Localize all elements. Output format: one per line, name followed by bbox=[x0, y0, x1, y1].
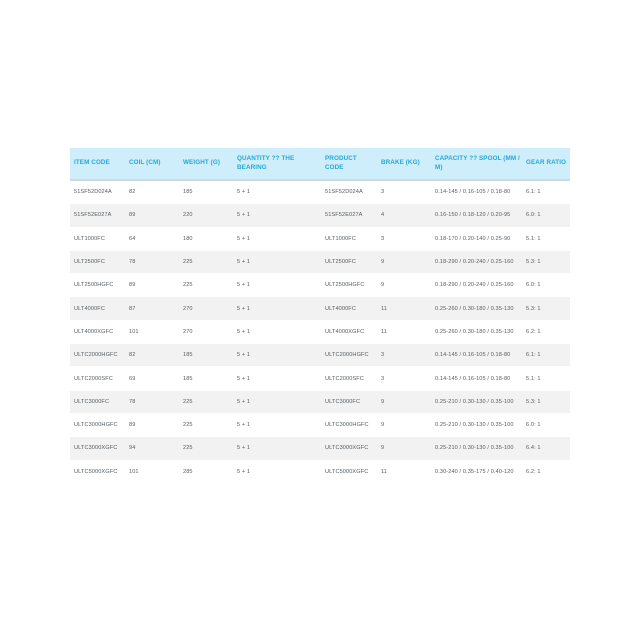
cell-product-code: ULT2500HGFC bbox=[321, 274, 377, 297]
cell-product-code: ULTC5000XGFC bbox=[321, 460, 377, 483]
cell-item-code: ULTC5000XGFC bbox=[70, 460, 125, 483]
cell-brake: 11 bbox=[377, 320, 431, 343]
cell-brake: 9 bbox=[377, 250, 431, 273]
cell-weight: 225 bbox=[179, 437, 233, 460]
cell-gear-ratio: 6.0: 1 bbox=[522, 204, 570, 227]
table-row bbox=[70, 390, 570, 413]
cell-bearing-quantity: 5 + 1 bbox=[233, 180, 321, 204]
cell-product-code: ULTC3000XGFC bbox=[321, 437, 377, 460]
cell-bearing-quantity: 5 + 1 bbox=[233, 437, 321, 460]
cell-coil: 82 bbox=[125, 344, 179, 367]
cell-weight: 285 bbox=[179, 460, 233, 483]
cell-spool-capacity: 0.18-290 / 0.20-240 / 0.25-160 bbox=[431, 250, 522, 273]
cell-weight: 270 bbox=[179, 320, 233, 343]
cell-product-code: ULTC3000HGFC bbox=[321, 413, 377, 436]
cell-brake: 3 bbox=[377, 180, 431, 204]
cell-item-code: 51SF52E027A bbox=[70, 204, 125, 227]
cell-product-code: ULT4000FC bbox=[321, 297, 377, 320]
cell-weight: 180 bbox=[179, 227, 233, 250]
cell-spool-capacity: 0.25-260 / 0.30-180 / 0.35-130 bbox=[431, 297, 522, 320]
cell-spool-capacity: 0.25-210 / 0.30-130 / 0.35-100 bbox=[431, 413, 522, 436]
cell-gear-ratio: 6.0: 1 bbox=[522, 413, 570, 436]
cell-gear-ratio: 5.3: 1 bbox=[522, 250, 570, 273]
cell-gear-ratio: 6.2: 1 bbox=[522, 460, 570, 483]
cell-brake: 4 bbox=[377, 204, 431, 227]
cell-product-code: 51SF52D024A bbox=[321, 180, 377, 204]
header-row bbox=[70, 148, 570, 180]
cell-weight: 185 bbox=[179, 344, 233, 367]
cell-spool-capacity: 0.25-210 / 0.30-130 / 0.35-100 bbox=[431, 437, 522, 460]
cell-coil: 89 bbox=[125, 413, 179, 436]
cell-spool-capacity: 0.18-290 / 0.20-240 / 0.25-160 bbox=[431, 274, 522, 297]
cell-gear-ratio: 5.1: 1 bbox=[522, 227, 570, 250]
cell-bearing-quantity: 5 + 1 bbox=[233, 413, 321, 436]
cell-spool-capacity: 0.25-260 / 0.30-180 / 0.35-130 bbox=[431, 320, 522, 343]
header-coil: COIL (CM) bbox=[125, 148, 179, 180]
cell-item-code: ULTC2000SFC bbox=[70, 367, 125, 390]
cell-brake: 11 bbox=[377, 460, 431, 483]
cell-bearing-quantity: 5 + 1 bbox=[233, 274, 321, 297]
header-product-code: PRODUCT CODE bbox=[321, 148, 377, 180]
cell-item-code: ULT4000XGFC bbox=[70, 320, 125, 343]
cell-item-code: ULT1000FC bbox=[70, 227, 125, 250]
cell-bearing-quantity: 5 + 1 bbox=[233, 250, 321, 273]
cell-spool-capacity: 0.18-170 / 0.20-140 / 0.25-90 bbox=[431, 227, 522, 250]
cell-coil: 101 bbox=[125, 320, 179, 343]
table-row bbox=[70, 413, 570, 436]
table-row bbox=[70, 297, 570, 320]
cell-item-code: ULT2500FC bbox=[70, 250, 125, 273]
cell-weight: 225 bbox=[179, 413, 233, 436]
cell-coil: 82 bbox=[125, 180, 179, 204]
cell-spool-capacity: 0.25-210 / 0.30-130 / 0.35-100 bbox=[431, 390, 522, 413]
cell-brake: 3 bbox=[377, 344, 431, 367]
cell-weight: 225 bbox=[179, 250, 233, 273]
header-gear-ratio: GEAR RATIO bbox=[522, 148, 570, 180]
cell-brake: 9 bbox=[377, 437, 431, 460]
cell-weight: 225 bbox=[179, 274, 233, 297]
cell-item-code: 51SF52D024A bbox=[70, 180, 125, 204]
cell-product-code: ULTC3000FC bbox=[321, 390, 377, 413]
cell-spool-capacity: 0.14-145 / 0.16-105 / 0.18-80 bbox=[431, 344, 522, 367]
cell-bearing-quantity: 5 + 1 bbox=[233, 227, 321, 250]
table-row bbox=[70, 344, 570, 367]
cell-gear-ratio: 6.4: 1 bbox=[522, 437, 570, 460]
table-row bbox=[70, 180, 570, 204]
table-body bbox=[70, 180, 570, 483]
table-row bbox=[70, 437, 570, 460]
cell-weight: 220 bbox=[179, 204, 233, 227]
cell-item-code: ULTC3000XGFC bbox=[70, 437, 125, 460]
cell-item-code: ULT2500HGFC bbox=[70, 274, 125, 297]
table-row bbox=[70, 227, 570, 250]
cell-product-code: ULT2500FC bbox=[321, 250, 377, 273]
header-brake: BRAKE (KG) bbox=[377, 148, 431, 180]
cell-product-code: ULTC2000HGFC bbox=[321, 344, 377, 367]
cell-item-code: ULTC3000HGFC bbox=[70, 413, 125, 436]
cell-item-code: ULT4000FC bbox=[70, 297, 125, 320]
cell-spool-capacity: 0.16-150 / 0.18-120 / 0.20-95 bbox=[431, 204, 522, 227]
table-row bbox=[70, 320, 570, 343]
cell-bearing-quantity: 5 + 1 bbox=[233, 390, 321, 413]
cell-bearing-quantity: 5 + 1 bbox=[233, 460, 321, 483]
cell-brake: 9 bbox=[377, 274, 431, 297]
cell-coil: 101 bbox=[125, 460, 179, 483]
header-spool-capacity: CAPACITY ?? SPOOL (MM / M) bbox=[431, 148, 522, 180]
cell-spool-capacity: 0.14-145 / 0.16-105 / 0.18-80 bbox=[431, 367, 522, 390]
cell-weight: 185 bbox=[179, 367, 233, 390]
cell-coil: 94 bbox=[125, 437, 179, 460]
header-weight: WEIGHT (G) bbox=[179, 148, 233, 180]
cell-gear-ratio: 6.2: 1 bbox=[522, 320, 570, 343]
cell-brake: 9 bbox=[377, 413, 431, 436]
cell-item-code: ULTC3000FC bbox=[70, 390, 125, 413]
cell-coil: 78 bbox=[125, 250, 179, 273]
cell-product-code: 51SF52E027A bbox=[321, 204, 377, 227]
cell-bearing-quantity: 5 + 1 bbox=[233, 367, 321, 390]
cell-bearing-quantity: 5 + 1 bbox=[233, 320, 321, 343]
cell-coil: 64 bbox=[125, 227, 179, 250]
cell-product-code: ULTC2000SFC bbox=[321, 367, 377, 390]
table-row bbox=[70, 274, 570, 297]
cell-weight: 225 bbox=[179, 390, 233, 413]
cell-gear-ratio: 5.3: 1 bbox=[522, 390, 570, 413]
cell-bearing-quantity: 5 + 1 bbox=[233, 297, 321, 320]
cell-gear-ratio: 5.1: 1 bbox=[522, 367, 570, 390]
cell-item-code: ULTC2000HGFC bbox=[70, 344, 125, 367]
cell-product-code: ULT4000XGFC bbox=[321, 320, 377, 343]
cell-weight: 185 bbox=[179, 180, 233, 204]
cell-brake: 3 bbox=[377, 367, 431, 390]
cell-bearing-quantity: 5 + 1 bbox=[233, 204, 321, 227]
header-bearing-quantity: QUANTITY ?? THE BEARING bbox=[233, 148, 321, 180]
cell-coil: 89 bbox=[125, 274, 179, 297]
cell-coil: 87 bbox=[125, 297, 179, 320]
cell-weight: 270 bbox=[179, 297, 233, 320]
spec-table bbox=[70, 148, 570, 484]
cell-gear-ratio: 6.0: 1 bbox=[522, 274, 570, 297]
cell-coil: 89 bbox=[125, 204, 179, 227]
cell-gear-ratio: 5.3: 1 bbox=[522, 297, 570, 320]
cell-brake: 3 bbox=[377, 227, 431, 250]
table-row bbox=[70, 204, 570, 227]
cell-spool-capacity: 0.14-145 / 0.16-105 / 0.18-80 bbox=[431, 180, 522, 204]
header-item-code: ITEM CODE bbox=[70, 148, 125, 180]
cell-spool-capacity: 0.30-240 / 0.35-175 / 0.40-120 bbox=[431, 460, 522, 483]
cell-coil: 69 bbox=[125, 367, 179, 390]
cell-bearing-quantity: 5 + 1 bbox=[233, 344, 321, 367]
cell-coil: 78 bbox=[125, 390, 179, 413]
table-row bbox=[70, 250, 570, 273]
cell-brake: 11 bbox=[377, 297, 431, 320]
table-row bbox=[70, 367, 570, 390]
cell-product-code: ULT1000FC bbox=[321, 227, 377, 250]
table-row bbox=[70, 460, 570, 483]
cell-brake: 9 bbox=[377, 390, 431, 413]
cell-gear-ratio: 6.1: 1 bbox=[522, 344, 570, 367]
table-header bbox=[70, 148, 570, 180]
cell-gear-ratio: 6.1: 1 bbox=[522, 180, 570, 204]
